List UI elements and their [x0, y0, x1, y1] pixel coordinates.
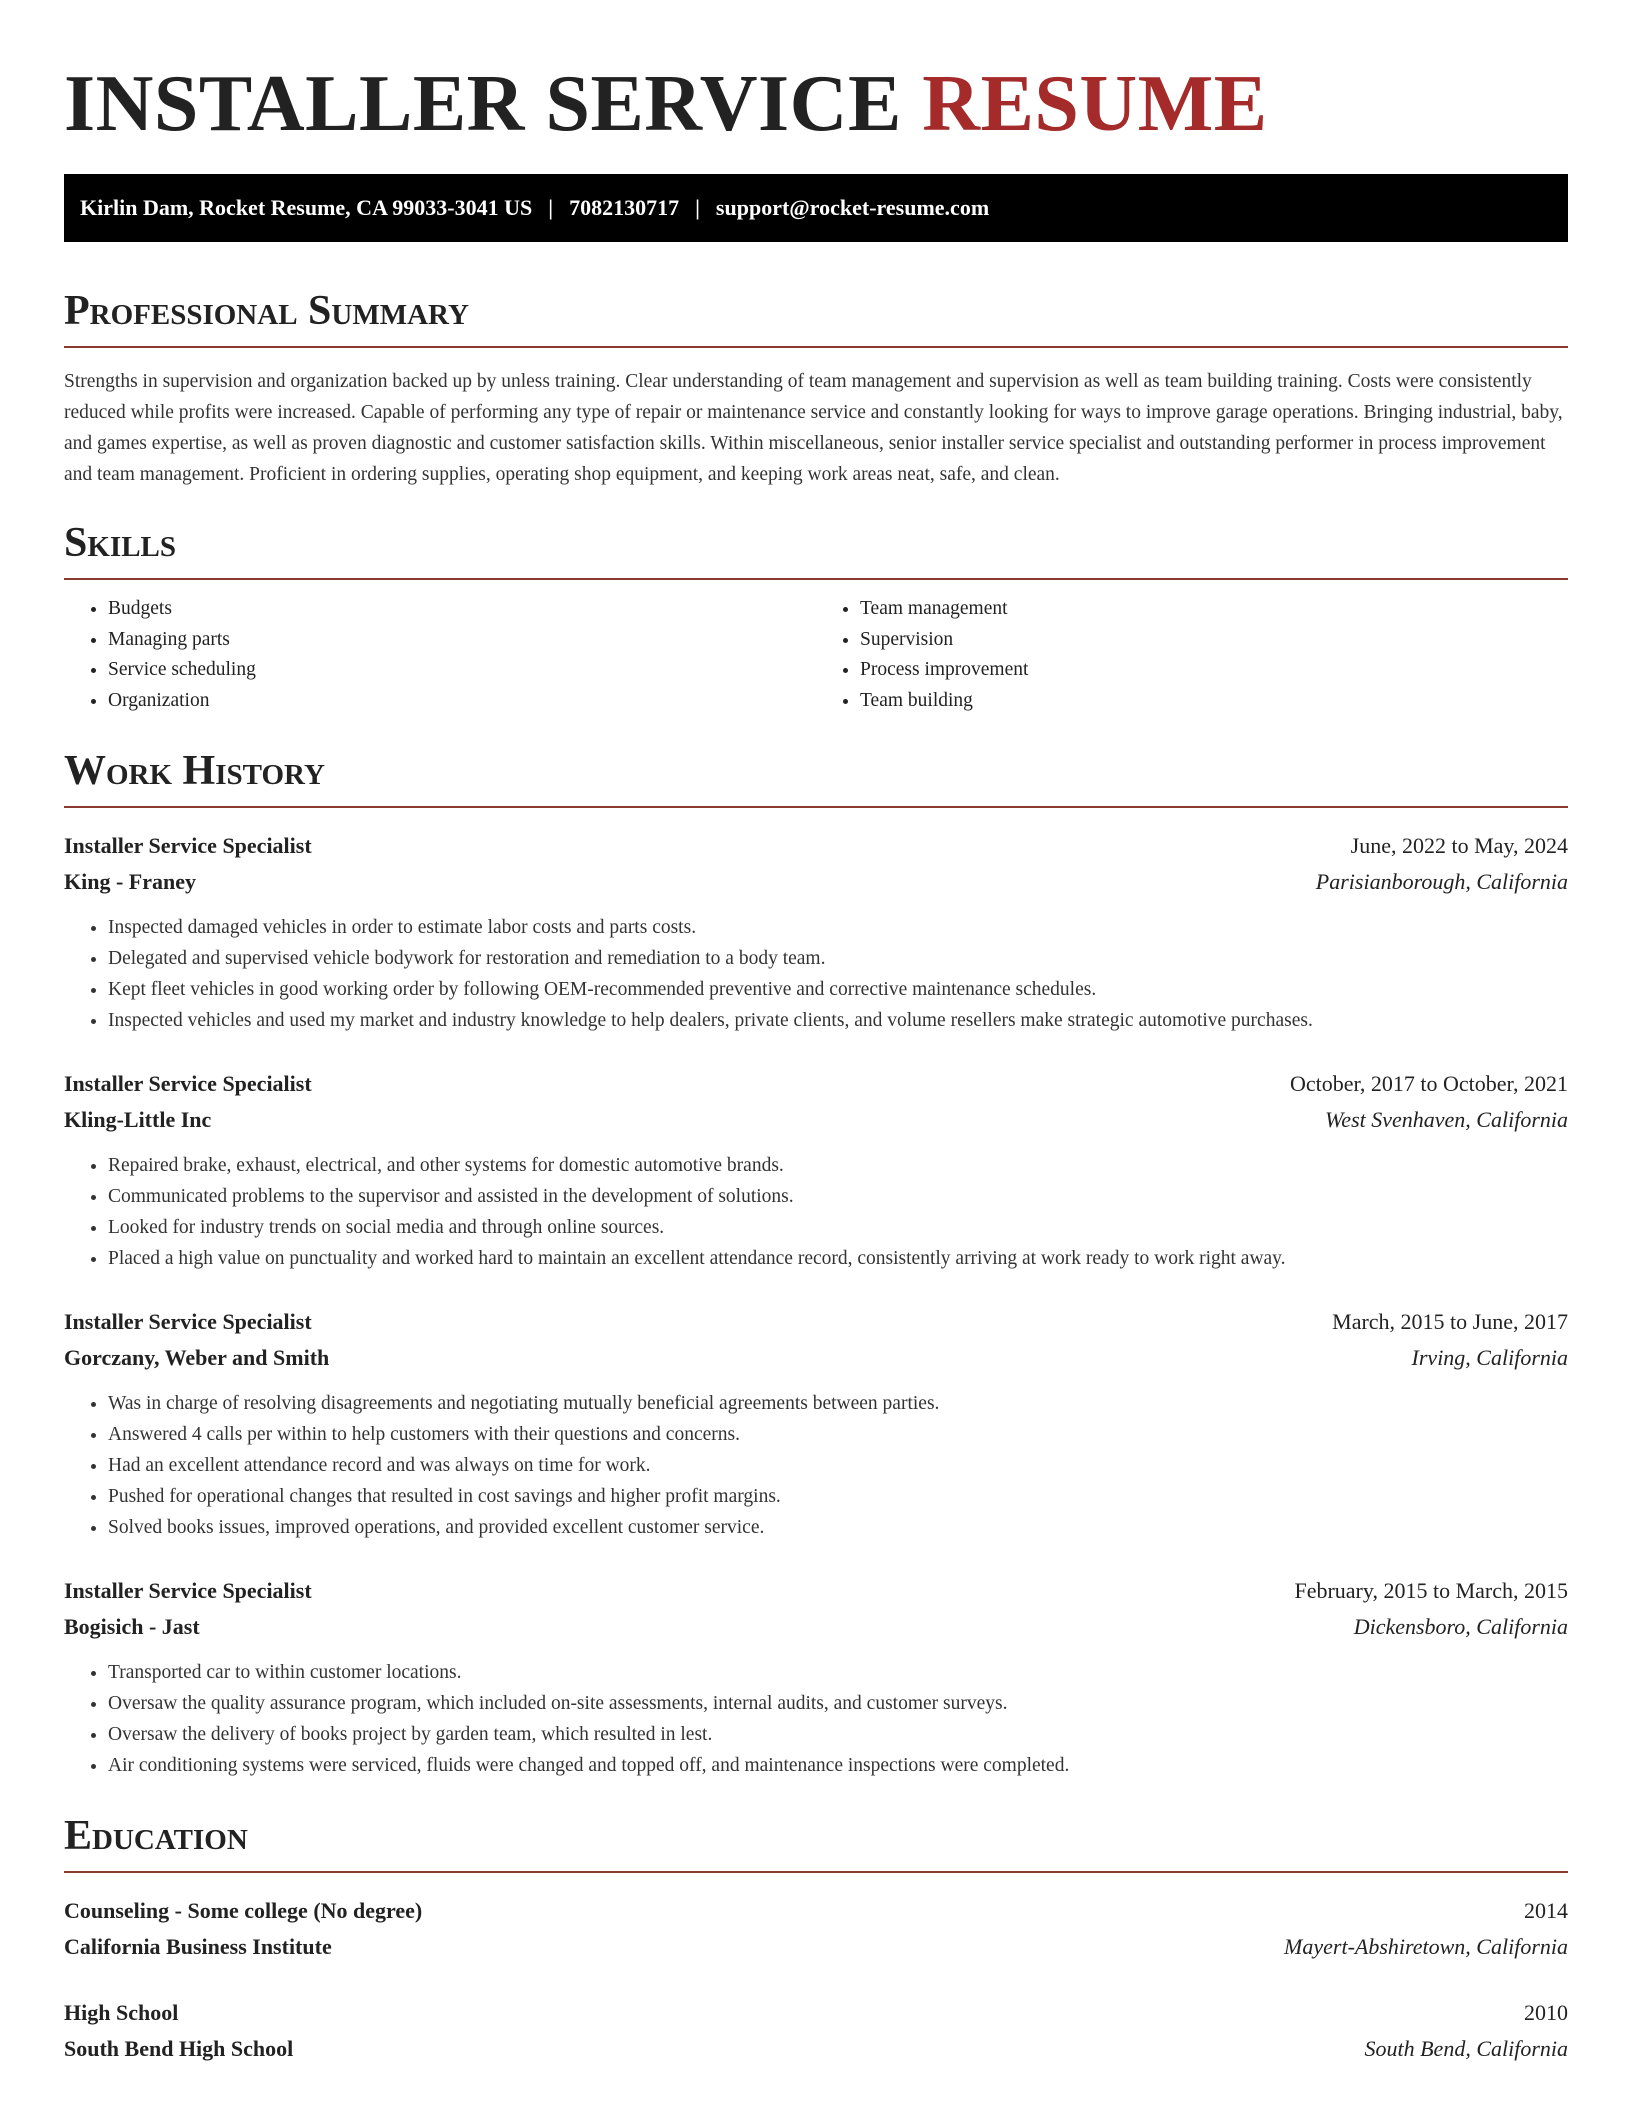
- job-bullet: • Kept fleet vehicles in good working order by following OEM-recommended preventive and corrective maintenance schedules.: [108, 974, 1568, 1005]
- job-bullets: [64, 912, 1568, 1036]
- job-bullets: [64, 1388, 1568, 1543]
- job-bullet: • Repaired brake, exhaust, electrical, and other systems for domestic automotive brands.: [108, 1150, 1568, 1181]
- job-bullet: • Looked for industry trends on social media and through online sources.: [108, 1212, 1568, 1243]
- job-title: Installer Service Specialist: [64, 1578, 312, 1603]
- job-entry: [64, 1304, 1568, 1543]
- job-bullet: • Had an excellent attendance record and was always on time for work.: [108, 1450, 1568, 1481]
- education-location: South Bend, California: [1364, 2036, 1568, 2061]
- skill-item: • Service scheduling: [108, 655, 816, 686]
- education-location: Mayert-Abshiretown, California: [1284, 1934, 1568, 1959]
- job-bullet: • Was in charge of resolving disagreements and negotiating mutually beneficial agreements between parties.: [108, 1388, 1568, 1419]
- job-bullet: • Placed a high value on punctuality and worked hard to maintain an excellent attendance record, consistently arriving at work ready to work right away.: [108, 1243, 1568, 1274]
- job-location: Parisianborough, California: [1315, 869, 1568, 894]
- professional-summary-section: [64, 286, 1568, 490]
- section-heading: Skills: [64, 518, 1568, 580]
- section-heading: Work History: [64, 746, 1568, 808]
- job-location: Dickensboro, California: [1353, 1614, 1568, 1639]
- job-company: Gorczany, Weber and Smith: [64, 1345, 330, 1370]
- work-history-section: [64, 746, 1568, 1781]
- job-bullet: • Delegated and supervised vehicle bodywork for restoration and remediation to a body team.: [108, 943, 1568, 974]
- job-company: King - Franey: [64, 869, 196, 894]
- skills-column-left: [64, 594, 816, 716]
- summary-text: Strengths in supervision and organization backed up by unless training. Clear understanding of team management and supervision as well as team building training. Costs were consistently reduced while profits were increased. Capable of performing any type of repair or maintenance service and constantly looking for ways to improve garage operations. Bringing industrial, baby, and games expertise, as well as proven diagnostic and customer satisfaction skills. Within miscellaneous, senior installer service specialist and outstanding performer in process improvement and team management. Proficient in ordering supplies, operating shop equipment, and keeping work areas neat, safe, and clean.: [64, 371, 1563, 485]
- contact-email: support@rocket-resume.com: [715, 195, 990, 220]
- title-main: INSTALLER SERVICE: [64, 60, 902, 148]
- skill-item: • Budgets: [108, 594, 816, 625]
- skill-item: • Team building: [860, 686, 1568, 717]
- education-school: South Bend High School: [64, 2036, 294, 2061]
- section-heading: Education: [64, 1811, 1568, 1873]
- skills-column-right: [816, 594, 1568, 716]
- job-bullet: • Solved books issues, improved operations, and provided excellent customer service.: [108, 1512, 1568, 1543]
- contact-separator: |: [695, 195, 700, 220]
- education-year: 2010: [1524, 2000, 1568, 2025]
- education-entry: [64, 1995, 1568, 2067]
- section-heading: Professional Summary: [64, 286, 1568, 348]
- education-degree: Counseling - Some college (No degree): [64, 1898, 423, 1923]
- job-company: Kling-Little Inc: [64, 1107, 212, 1132]
- job-company: Bogisich - Jast: [64, 1614, 200, 1639]
- skills-grid: [64, 594, 1568, 716]
- skill-item: • Managing parts: [108, 625, 816, 656]
- skill-item: • Organization: [108, 686, 816, 717]
- job-bullets: [64, 1657, 1568, 1781]
- job-dates: March, 2015 to June, 2017: [1332, 1309, 1568, 1334]
- job-location: Irving, California: [1411, 1345, 1568, 1370]
- job-bullet: • Oversaw the quality assurance program, which included on-site assessments, internal audits, and customer surveys.: [108, 1688, 1568, 1719]
- resume-title: [64, 0, 1568, 150]
- job-bullet: • Inspected damaged vehicles in order to estimate labor costs and parts costs.: [108, 912, 1568, 943]
- job-bullet: • Communicated problems to the supervisor and assisted in the development of solutions.: [108, 1181, 1568, 1212]
- education-school: California Business Institute: [64, 1934, 332, 1959]
- contact-bar: [64, 174, 1568, 242]
- job-title: Installer Service Specialist: [64, 1309, 312, 1334]
- job-bullet: • Transported car to within customer locations.: [108, 1657, 1568, 1688]
- job-bullet: • Inspected vehicles and used my market and industry knowledge to help dealers, private clients, and volume resellers make strategic automotive purchases.: [108, 1005, 1568, 1036]
- title-accent: RESUME: [922, 60, 1268, 148]
- education-year: 2014: [1524, 1898, 1568, 1923]
- contact-phone: 7082130717: [569, 195, 680, 220]
- skill-item: • Process improvement: [860, 655, 1568, 686]
- skill-item: • Supervision: [860, 625, 1568, 656]
- education-degree: High School: [64, 2000, 179, 2025]
- contact-address: Kirlin Dam, Rocket Resume, CA 99033-3041 US: [80, 195, 533, 220]
- education-entry: [64, 1893, 1568, 1965]
- job-entry: [64, 828, 1568, 1036]
- skills-section: [64, 518, 1568, 716]
- job-bullet: • Answered 4 calls per within to help customers with their questions and concerns.: [108, 1419, 1568, 1450]
- job-entry: [64, 1066, 1568, 1274]
- job-bullets: [64, 1150, 1568, 1274]
- job-dates: June, 2022 to May, 2024: [1350, 833, 1568, 858]
- job-dates: February, 2015 to March, 2015: [1294, 1578, 1568, 1603]
- job-title: Installer Service Specialist: [64, 833, 312, 858]
- skill-item: • Team management: [860, 594, 1568, 625]
- education-section: [64, 1811, 1568, 2067]
- job-bullet: • Pushed for operational changes that resulted in cost savings and higher profit margins.: [108, 1481, 1568, 1512]
- job-bullet: • Air conditioning systems were serviced, fluids were changed and topped off, and maintenance inspections were completed.: [108, 1750, 1568, 1781]
- job-entry: [64, 1573, 1568, 1781]
- contact-separator: |: [548, 195, 554, 220]
- job-dates: October, 2017 to October, 2021: [1289, 1071, 1568, 1096]
- job-title: Installer Service Specialist: [64, 1071, 312, 1096]
- job-bullet: • Oversaw the delivery of books project by garden team, which resulted in lest.: [108, 1719, 1568, 1750]
- job-location: West Svenhaven, California: [1325, 1107, 1568, 1132]
